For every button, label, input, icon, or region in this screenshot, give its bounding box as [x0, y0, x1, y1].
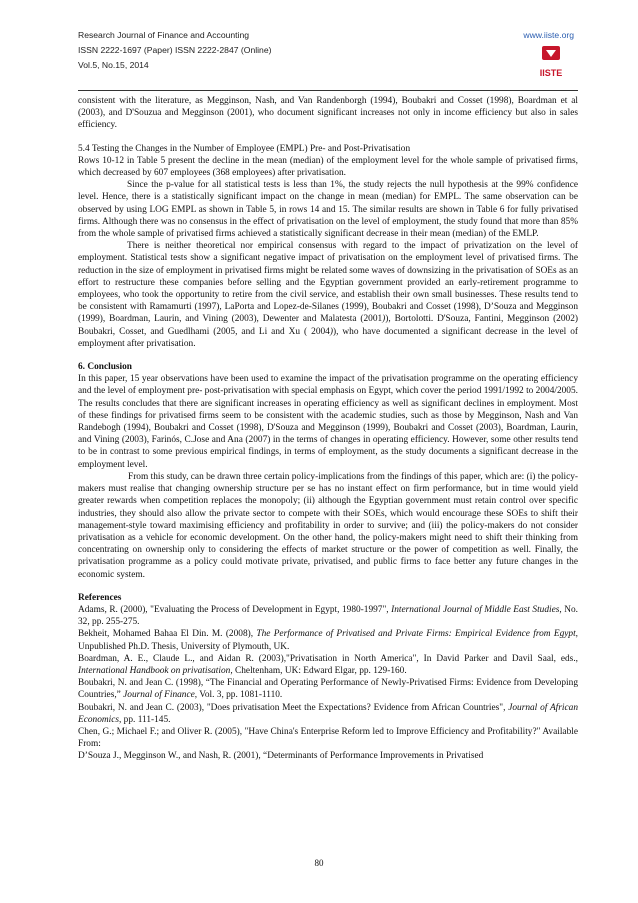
reference-details: , pp. 111-145. — [119, 714, 171, 725]
paragraph-3-part-3: ), who have documented a significant decrease in the level of employment after privatisation. — [78, 326, 579, 349]
reference-item — [78, 677, 578, 701]
reference-details: Unpublished Ph.D. Thesis, University of Plymouth, UK. — [78, 641, 290, 652]
journal-url-link[interactable]: www.iiste.org — [523, 30, 574, 40]
conclusion-paragraph-1: In this paper, 15 year observations have been used to examine the impact of the privatisation programme on the operating efficiency and the level of employment pre- post-privatisation with special emphasis on Egypt, which cover the period 1991/1992 to 2004/2005. The results concludes that there are significant increases in operating efficiency as well as significant declines in employment. Most of these findings for privatised firms seem to be consistent with the academic studies, such as those by Megginson, Nash and Van Randebogh (1994), Boubakri and Cosset (1998), D'Souza and Megginson (1999), Boubakri and Cosset (2003), Boardman, Laurin, and Vining (2003), Farinós, C.Jose and Ana (2007) in the terms of changes in operating efficiency. However, some other results tend to be in contrast to some previous empirical findings, in terms of employment, as the study documents a significant decrease in the employment level. — [78, 374, 578, 470]
reference-item — [78, 653, 578, 677]
reference-details: Cheltenham, UK: Edward Elgar, pp. 129-160. — [232, 665, 407, 676]
reference-item — [78, 628, 578, 652]
section-6-heading: 6. Conclusion — [78, 362, 133, 373]
reference-text: Bekheit, Mohamed Bahaa El Din. M. (2008), — [78, 629, 257, 640]
reference-text: Boubakri, N. and Jean C. (1998), “The Financial and Operating Performance of Newly-Privatised Firms: Evidence from Developing Countries,” — [78, 678, 578, 701]
reference-details: , No. 32, pp. 255-275. — [78, 604, 578, 628]
references-heading: References — [78, 592, 122, 603]
section-5-4-heading: 5.4 Testing the Changes in the Number of Employee (EMPL) Pre- and Post-Privatisation — [78, 143, 411, 154]
reference-item — [78, 604, 578, 628]
intro-paragraph: consistent with the literature, as Megginson, Nash, and Van Randenborgh (1994), Boubakri and Cosset (1998), Boardman et al (2003), and D'Souzua and Megginson (2001), who document significant increases not only in income efficiency but also in sales efficiency. — [78, 96, 578, 131]
reference-text: Boardman, A. E., Claude L., and Aidan R. (2003),"Privatisation in North America", In David Parker and Davil Saal, eds., — [78, 653, 578, 664]
reference-text: Chen, G.; Michael F.; and Oliver R. (2005), "Have China's Enterprise Reform led to Improve Efficiency and Profitability?" Available From: — [78, 726, 578, 750]
reference-text: Boubakri, N. and Jean C. (2003), "Does privatisation Meet the Expectations? Evidence from African Countries", — [78, 702, 509, 713]
header-rule — [78, 90, 578, 91]
paragraph-3-part-2: ), Bortolotti. D'Souza, Fantini, Megginson (2002) Boubakri, Cosset, and Guedlhami (2005, and Li and Xu ( 2004 — [78, 314, 578, 337]
section-5-4-paragraph-1: Rows 10-12 in Table 5 present the decline in the mean (median) of the employment level for the whole sample of privatised firms, which decreased by 607 employees (368 employees) after privatisation. — [78, 155, 578, 179]
reference-italic-title: Journal of Finance — [123, 690, 195, 701]
references-list — [78, 604, 578, 763]
section-5-4-paragraph-2: Since the p-value for all statistical tests is less than 1%, the study rejects the null hypothesis at the 99% confidence level. Hence, there is a statistically significant impact on the change in mean (median) for EMPL. The same observation can be observed by using LOG EMPL as shown in Table 5, in rows 14 and 15. The similar results are shown in Table 6 for fully privatised firms. Although there was no consensus in the effect of privatisation on the level of employment, the study found that more than 85% from the whole sample of privatised firms achieved a statistically significant decrease in their mean (median) of the EMLP. — [78, 180, 578, 240]
issn-line: ISSN 2222-1697 (Paper) ISSN 2222-2847 (Online) — [78, 45, 272, 55]
paper-body — [78, 95, 578, 763]
reference-text: D’Souza J., Megginson W., and Nash, R. (2001), “Determinants of Performance Improvements in Privatised — [78, 751, 484, 762]
reference-italic-title: International Handbook on privatisation, — [78, 665, 233, 676]
reference-item — [78, 702, 578, 726]
paragraph-3-part-1: There is neither theoretical nor empirical consensus with regard to the impact of privatization on the level of employment. Statistical tests show a significant negative impact of privatisation on the employment level of privatised firms. The reduction in the size of employment in privatised firms might be related some waves of downsizing in the privatisation of SOEs as an effort to restructure these companies before selling and the Egyptian government provided an early-retirement programme to employees, who took the opportunity to retire from the civil service, and establish their own small businesses. These results tend to be consistent with Ramamurti (1997), LaPorta and Lopez-de-Silanes (1999), Boubakri and Cosset (1998), D’Souza and Megginson (1999), Boardman, Laurin, and Vining (2003), Dewenter and Malatesta (2001 — [78, 241, 578, 325]
iiste-logo-icon — [532, 44, 570, 84]
reference-italic-title: International Journal of Middle East Studies — [391, 604, 560, 615]
section-5-4-paragraph-3 — [78, 240, 578, 350]
reference-item — [78, 750, 578, 762]
journal-name: Research Journal of Finance and Accounting — [78, 30, 250, 40]
reference-item — [78, 726, 578, 750]
paragraph-3-italic-2: ) — [329, 326, 333, 337]
reference-italic-title: Journal of African Economics — [78, 702, 578, 725]
page-number: 80 — [314, 858, 324, 868]
page-header — [78, 28, 578, 88]
reference-details: , Vol. 3, pp. 1081-1110. — [194, 690, 283, 701]
volume-line: Vol.5, No.15, 2014 — [78, 60, 149, 70]
reference-text: Adams, R. (2000), "Evaluating the Process of Development in Egypt, 1980-1997", — [78, 604, 392, 615]
reference-italic-title: The Performance of Privatised and Private Firms: Empirical Evidence from Egypt, — [256, 629, 579, 640]
logo-text: IISTE — [539, 68, 563, 78]
conclusion-paragraph-2: From this study, can be drawn three certain policy-implications from the findings of this paper, which are: (i) the policy-makers must realise that changing ownership structure per se has no instant effect on firm performance, but in time would yield greater rewards when competition replaces the monopoly; (ii) although the Egyptian government must retain control over specific industries, they should also allow the private sector to compete with their SOEs, which would encourage these SOEs to shift their management-style toward maximising efficiency and profitability in order to survive; and (iii) the policy-makers do not consider privatisation as a vehicle for economic development. On the other hand, the policy-makers might need to shift their thinking from concentrating on ownership only to considering the effects of market structure or the power of competition as well. Finally, the privatisation programme as a policy could motivate private, privatised, and public firms to face better any future changes in the economic system. — [78, 471, 578, 580]
paragraph-3-italic-1: ) — [382, 314, 386, 325]
